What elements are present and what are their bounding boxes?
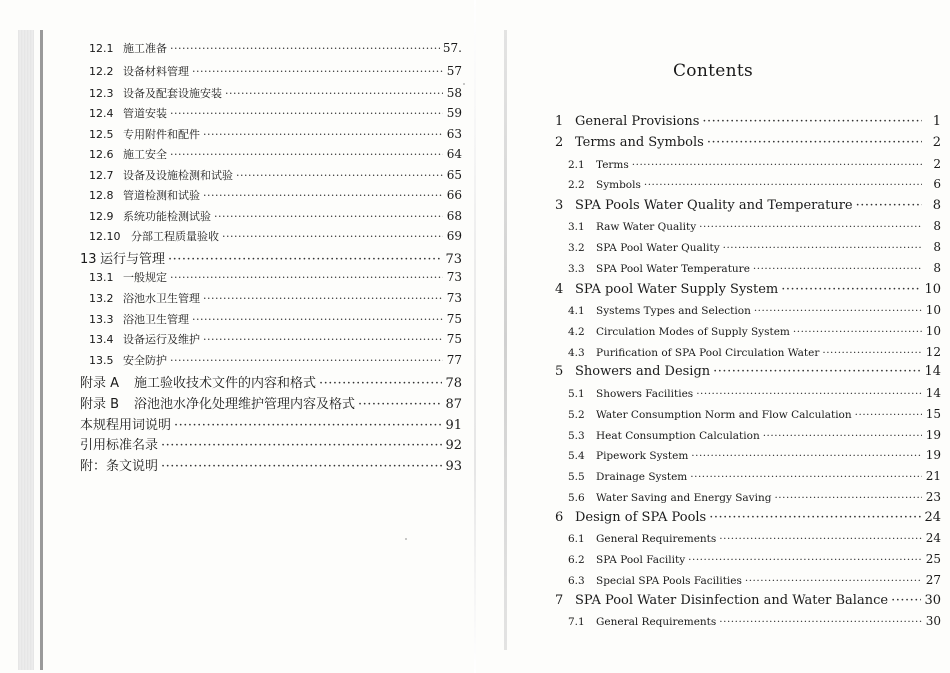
toc-entry: 7.1 General Requirements ····· 30 <box>568 614 941 628</box>
toc-entry: 5.5 Drainage System ····· 21 <box>568 469 941 483</box>
toc-entry: 12.10 分部工程质量验收 ····· 69 <box>89 228 462 244</box>
toc-entry: 13.4 设备运行及维护 ····· 75 <box>89 331 462 347</box>
toc-entry: 12.9 系统功能检测试验 ····· 68 <box>89 208 462 224</box>
toc-entry: 12.5 专用附件和配件 ····· 63 <box>89 126 462 142</box>
toc-entry: 5.3 Heat Consumption Calculation ····· 19 <box>568 428 941 442</box>
page-title: Contents <box>673 61 753 81</box>
toc-entry: 12.7 设备及设施检测和试验 ····· 65 <box>89 167 462 183</box>
toc-entry: 12.6 施工安全 ····· 64 <box>89 146 462 162</box>
toc-chapter: 2 Terms and Symbols ····· 2 <box>555 135 941 150</box>
right-page <box>476 0 950 673</box>
toc-entry: 12.2 设备材料管理 ····· 57 <box>89 63 462 79</box>
toc-entry: 6.3 Special SPA Pools Facilities ····· 27 <box>568 573 941 587</box>
toc-entry: 附：条文说明 ····· 93 <box>80 455 462 474</box>
toc-entry: 6.1 General Requirements ····· 24 <box>568 531 941 545</box>
toc-chapter: 4 SPA pool Water Supply System ····· 10 <box>555 282 941 297</box>
toc-chapter: 3 SPA Pools Water Quality and Temperature ····· 8 <box>555 198 941 213</box>
toc-appendix: 附录 A 施工验收技术文件的内容和格式 ····· 78 <box>80 372 462 391</box>
toc-entry: 引用标准名录 ····· 92 <box>80 434 462 453</box>
toc-entry: 13.1 一般规定 ····· 73 <box>89 269 462 285</box>
toc-chapter: 7 SPA Pool Water Disinfection and Water Balance ····· 30 <box>555 593 941 608</box>
toc-entry: 5.4 Pipework System ····· 19 <box>568 448 941 462</box>
toc-chapter: 1 General Provisions ····· 1 <box>555 114 941 129</box>
toc-entry: 5.6 Water Saving and Energy Saving ····· 23 <box>568 490 941 504</box>
toc-chapter: 13 运行与管理 ····· 73 <box>80 248 462 267</box>
toc-entry: 本规程用词说明 ····· 91 <box>80 414 462 433</box>
toc-entry: 2.2 Symbols ····· 6 <box>568 177 941 191</box>
toc-entry: 2.1 Terms ····· 2 <box>568 157 941 171</box>
toc-entry: 12.4 管道安装 ····· 59 <box>89 105 462 121</box>
toc-entry: 5.2 Water Consumption Norm and Flow Calculation ····· 15 <box>568 407 941 421</box>
toc-chapter: 5 Showers and Design ····· 14 <box>555 364 941 379</box>
toc-chapter: 6 Design of SPA Pools ····· 24 <box>555 510 941 525</box>
scan-speck <box>463 83 465 85</box>
toc-entry: 3.3 SPA Pool Water Temperature ····· 8 <box>568 261 941 275</box>
toc-entry: 13.3 浴池卫生管理 ····· 75 <box>89 311 462 327</box>
toc-entry: 6.2 SPA Pool Facility ····· 25 <box>568 552 941 566</box>
english-toc <box>476 0 950 673</box>
toc-entry: 3.1 Raw Water Quality ····· 8 <box>568 219 941 233</box>
toc-entry: 4.1 Systems Types and Selection ····· 10 <box>568 303 941 317</box>
toc-appendix: 附录 B 浴池池水净化处理维护管理内容及格式 ····· 87 <box>80 393 462 412</box>
toc-entry: 13.2 浴池水卫生管理 ····· 73 <box>89 290 462 306</box>
toc-entry: 4.3 Purification of SPA Pool Circulation Water ····· 12 <box>568 345 941 359</box>
toc-entry: 13.5 安全防护 ····· 77 <box>89 352 462 368</box>
scan-speck <box>405 538 407 540</box>
toc-entry: 12.3 设备及配套设施安装 ····· 58 <box>89 85 462 101</box>
toc-entry: 3.2 SPA Pool Water Quality ····· 8 <box>568 240 941 254</box>
toc-entry: 12.1 施工准备 ····· 57. <box>89 40 462 56</box>
toc-entry: 4.2 Circulation Modes of Supply System ····· 10 <box>568 324 941 338</box>
toc-entry: 5.1 Showers Facilities ····· 14 <box>568 386 941 400</box>
toc-entry: 12.8 管道检测和试验 ····· 66 <box>89 187 462 203</box>
